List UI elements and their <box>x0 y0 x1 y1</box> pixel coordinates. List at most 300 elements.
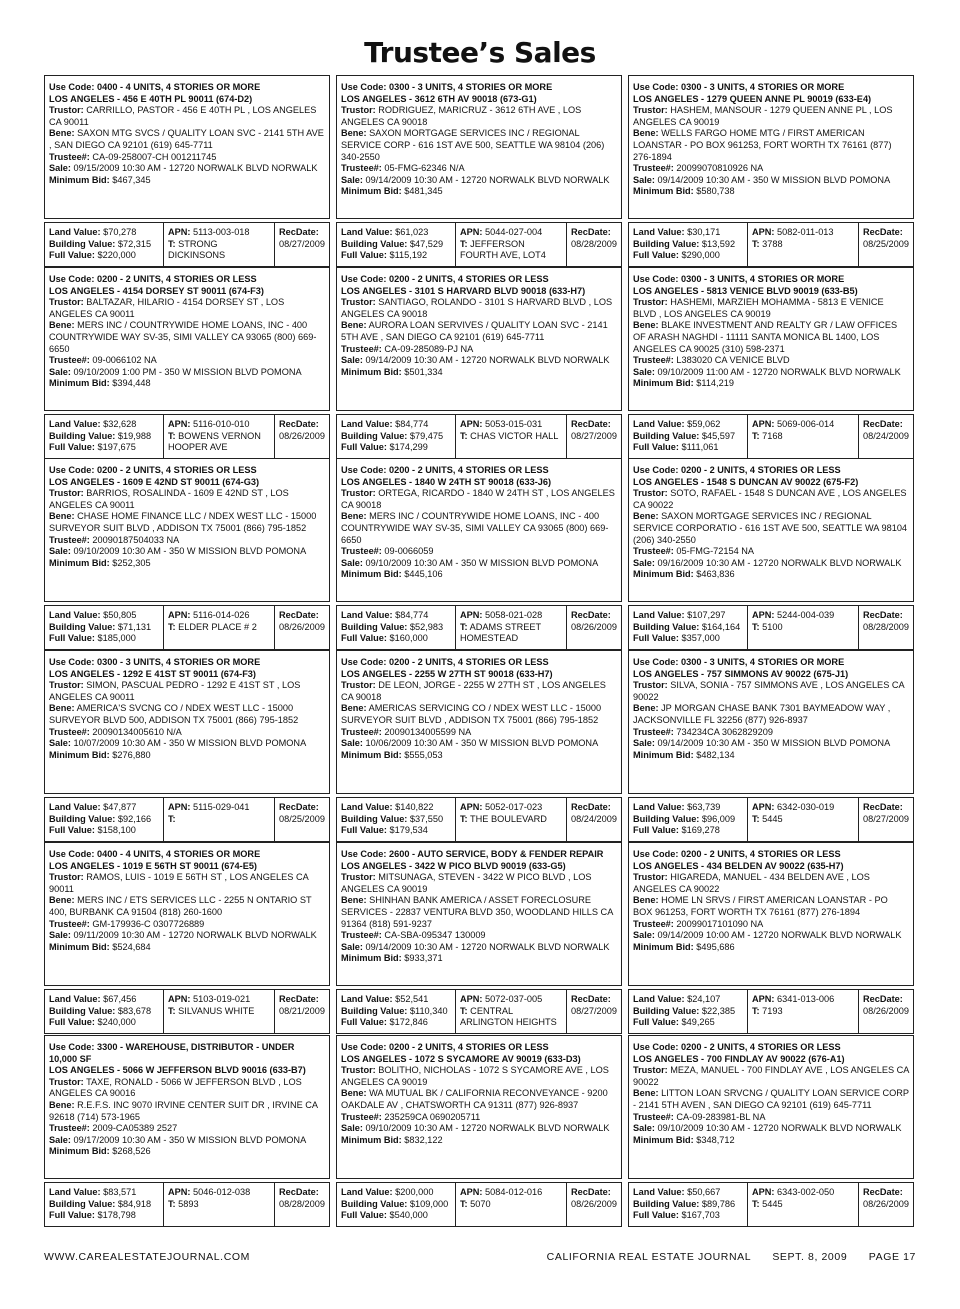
listing-row <box>44 458 914 650</box>
land-value-line <box>49 994 159 1006</box>
full-value-line <box>49 1017 159 1029</box>
valuation-table <box>44 1182 330 1227</box>
full-value-line <box>341 442 451 454</box>
land-value: $63,739 <box>684 802 721 812</box>
value-column <box>337 990 456 1033</box>
sale-line <box>341 942 617 954</box>
trustee-value: L383020 CA VENICE BLVD <box>673 355 790 366</box>
minimum-bid-line <box>633 750 909 762</box>
tract-line <box>460 814 562 826</box>
minimum-bid-value: $555,053 <box>401 749 443 760</box>
bene-label: Bene: <box>49 1099 75 1110</box>
land-value-line <box>341 994 451 1006</box>
full-value-label: Full Value: <box>633 442 679 453</box>
building-value: $83,678 <box>115 1005 152 1016</box>
full-value: $178,798 <box>94 1210 136 1221</box>
property-address: LOS ANGELES - 456 E 40TH PL 90011 (674-D2) <box>49 93 253 104</box>
minimum-bid-line <box>49 378 325 390</box>
tract-value: THE BOULEVARD <box>467 813 547 824</box>
use-code: Use Code: 2600 - AUTO SERVICE, BODY & FENDER REPAIR <box>341 849 604 859</box>
apn-line <box>752 419 854 431</box>
trustor-label: Trustor: <box>341 680 376 691</box>
bene-value: WA MUTUAL BK / CALIFORNIA RECONVEYANCE - 9200 OAKDALE AV , CHATSWORTH CA 91311 (877) 926-8937 <box>341 1088 608 1110</box>
trustor-value: ORTEGA, RICARDO - 1840 W 24TH ST , LOS ANGELES CA 90018 <box>341 488 615 510</box>
building-value-label: Building Value: <box>341 430 408 441</box>
sale-line <box>341 1123 617 1135</box>
minimum-bid-value: $114,219 <box>693 378 734 389</box>
minimum-bid-value: $394,448 <box>109 378 151 389</box>
tract-value: 5445 <box>759 1198 783 1209</box>
apn-line <box>168 802 270 814</box>
land-value: $59,062 <box>684 419 721 429</box>
building-value: $45,597 <box>699 430 736 441</box>
building-value-label: Building Value: <box>49 1005 116 1016</box>
recdate-column <box>859 1183 913 1226</box>
land-value: $50,805 <box>100 610 137 620</box>
apn-value: 6343-002-050 <box>774 1187 835 1197</box>
recdate-column <box>275 415 329 458</box>
use-code: Use Code: 0300 - 3 UNITS, 4 STORIES OR MORE <box>633 657 845 667</box>
property-address: LOS ANGELES - 3422 W PICO BLVD 90019 (633-G5) <box>341 860 566 871</box>
apn-column <box>456 415 567 458</box>
apn-line <box>168 227 270 239</box>
trustee-label: Trustee#: <box>341 1111 382 1122</box>
use-code: Use Code: 0200 - 2 UNITS, 4 STORIES OR LESS <box>341 1042 549 1052</box>
bene-value: SAXON MORTGAGE SERVICES INC / REGIONAL SERVICE CORPORATIO - 616 1ST AVE 500, SEATTLE WA 98104 (206) 340-2550 <box>633 511 908 545</box>
listing-card <box>628 1035 914 1227</box>
minimum-bid-label: Minimum Bid: <box>341 749 402 760</box>
full-value: $49,265 <box>678 1017 715 1028</box>
building-value-line <box>341 814 451 826</box>
tract-line <box>752 1006 854 1018</box>
trustee-line <box>341 727 617 739</box>
sale-label: Sale: <box>633 930 655 941</box>
value-column <box>337 798 456 841</box>
recdate-value: 08/25/2009 <box>279 813 325 824</box>
apn-value: 5069-006-014 <box>774 419 835 429</box>
value-column <box>337 606 456 649</box>
bene-line <box>49 895 325 918</box>
listing-details <box>628 842 914 986</box>
listing-card <box>336 267 622 459</box>
bene-line <box>49 320 325 355</box>
trustor-line <box>633 297 909 320</box>
valuation-table <box>336 414 622 459</box>
value-column <box>45 415 164 458</box>
trustor-value: HASHEM, MANSOUR - 1279 QUEEN ANNE PL , LOS ANGELES CA 90019 <box>633 105 893 127</box>
land-value: $70,278 <box>100 227 137 237</box>
trustee-label: Trustee#: <box>49 726 90 737</box>
trustor-line <box>49 105 325 128</box>
bene-value: AMERICA'S SVCNG CO / NDEX WEST LLC - 15000 SURVEYOR BLVD 500, ADDISON TX 75001 (866) 795-1852 <box>49 703 299 725</box>
bene-value: BLAKE INVESTMENT AND REALTY GR / LAW OFFICES OF ARASH NAGHDI - 11111 SANTA MONICA BL 1400, LOS ANGELES CA 90025 (310) 598-2371 <box>633 320 898 354</box>
trustee-label: Trustee#: <box>633 355 674 366</box>
trustee-value: 20090134005610 N/A <box>89 726 182 737</box>
land-value-label: Land Value: <box>633 802 685 812</box>
sale-value: 09/14/2009 10:30 AM - 350 W MISSION BLVD POMONA <box>654 738 891 749</box>
sale-value: 09/16/2009 10:30 AM - 12720 NORWALK BLVD NORWALK <box>654 557 902 568</box>
bene-label: Bene: <box>49 128 75 139</box>
tract-value: ADAMS STREET HOMESTEAD <box>459 621 541 644</box>
trustee-label: Trustee#: <box>633 1111 674 1122</box>
land-value: $50,667 <box>684 1187 721 1197</box>
trustor-label: Trustor: <box>49 1076 84 1087</box>
apn-column <box>748 606 859 649</box>
use-code: Use Code: 0200 - 2 UNITS, 4 STORIES OR LESS <box>341 657 549 667</box>
listing-details <box>628 458 914 602</box>
building-value: $71,131 <box>115 621 152 632</box>
bene-value: MERS INC / COUNTRYWIDE HOME LOANS, INC - 400 COUNTRYWIDE WAY SV-35, SIMI VALLEY CA 93065 (800) 669-6650 <box>49 320 317 354</box>
bene-line <box>49 511 325 534</box>
land-value-line <box>341 419 451 431</box>
bene-label: Bene: <box>633 320 659 331</box>
recdate-value: 08/26/2009 <box>863 1005 909 1016</box>
trustee-value: CA-09-258007-CH 001211745 <box>89 151 217 162</box>
value-column <box>629 606 748 649</box>
full-value-line <box>633 1210 743 1222</box>
building-value-line <box>341 622 451 634</box>
trustor-value: RAMOS, LUIS - 1019 E 56TH ST , LOS ANGELES CA 90011 <box>49 872 309 894</box>
value-column <box>45 606 164 649</box>
building-value-label: Building Value: <box>341 1198 408 1209</box>
trustee-line <box>633 546 909 558</box>
minimum-bid-label: Minimum Bid: <box>633 1134 694 1145</box>
apn-line <box>752 1187 854 1199</box>
trustor-value: HIGAREDA, MANUEL - 434 BELDEN AVE , LOS ANGELES CA 90022 <box>633 872 870 894</box>
recdate-column <box>275 1183 329 1226</box>
tract-label: T: <box>167 1005 176 1016</box>
apn-column <box>164 223 275 266</box>
valuation-table <box>44 989 330 1034</box>
trustor-label: Trustor: <box>633 297 668 308</box>
full-value-line <box>633 250 743 262</box>
minimum-bid-value: $268,526 <box>109 1146 151 1157</box>
sale-line <box>49 1135 325 1147</box>
apn-line <box>168 610 270 622</box>
bene-value: R.E.F.S. INC 9070 IRVINE CENTER SUIT DR , IRVINE CA 92618 (714) 573-1965 <box>49 1099 318 1122</box>
apn-line <box>752 610 854 622</box>
apn-column <box>748 798 859 841</box>
building-value-line <box>49 431 159 443</box>
apn-value: 6341-013-006 <box>774 994 835 1004</box>
recdate-column <box>859 798 913 841</box>
tract-value: CHAS VICTOR HALL <box>467 430 559 441</box>
apn-value: 5244-004-039 <box>774 610 835 620</box>
land-value-line <box>633 802 743 814</box>
land-value: $83,571 <box>100 1187 137 1197</box>
valuation-table <box>628 605 914 650</box>
footer-page-number: PAGE 17 <box>868 1251 916 1263</box>
trustee-value: 235259CA 0690205711 <box>381 1111 481 1122</box>
apn-label: APN: <box>751 227 775 237</box>
building-value-line <box>49 622 159 634</box>
listing-card <box>336 1035 622 1227</box>
apn-label: APN: <box>167 419 191 429</box>
trustee-line <box>49 1123 325 1135</box>
sale-label: Sale: <box>49 366 71 377</box>
bene-label: Bene: <box>341 1088 367 1099</box>
minimum-bid-line <box>341 953 617 965</box>
full-value-label: Full Value: <box>341 250 387 261</box>
sale-label: Sale: <box>633 1123 655 1134</box>
trustor-value: BARRIOS, ROSALINDA - 1609 E 42ND ST , LOS ANGELES CA 90011 <box>49 488 289 510</box>
trustee-label: Trustee#: <box>49 355 90 366</box>
property-address: LOS ANGELES - 3101 S HARVARD BLVD 90018 (633-H7) <box>341 285 586 296</box>
trustee-line <box>633 163 909 175</box>
bene-label: Bene: <box>633 895 659 906</box>
full-value-label: Full Value: <box>633 633 679 644</box>
bene-line <box>49 128 325 151</box>
minimum-bid-value: $463,836 <box>693 569 735 580</box>
minimum-bid-label: Minimum Bid: <box>633 941 694 952</box>
land-value-label: Land Value: <box>633 227 685 237</box>
minimum-bid-line <box>633 378 909 390</box>
sale-line <box>49 738 325 750</box>
valuation-table <box>628 414 914 459</box>
minimum-bid-value: $348,712 <box>693 1134 735 1145</box>
full-value: $290,000 <box>678 250 720 261</box>
trustee-label: Trustee#: <box>341 546 382 557</box>
bene-label: Bene: <box>49 703 75 714</box>
tract-label: T: <box>459 238 468 249</box>
apn-value: 5084-012-016 <box>482 1187 543 1197</box>
trustor-line <box>49 872 325 895</box>
bene-line <box>341 320 617 343</box>
recdate-label: RecDate: <box>863 419 903 429</box>
bene-value: SAXON MORTGAGE SERVICES INC / REGIONAL SERVICE CORP - 616 1ST AVE 500, SEATTLE WA 98104 (206) 340-2550 <box>341 128 605 162</box>
trustee-line <box>341 930 617 942</box>
sale-line <box>633 367 909 379</box>
recdate-label: RecDate: <box>863 994 903 1004</box>
tract-label: T: <box>167 621 176 632</box>
apn-label: APN: <box>751 802 775 812</box>
sale-value: 09/10/2009 1:00 PM - 350 W MISSION BLVD POMONA <box>70 366 302 377</box>
bene-line <box>49 703 325 726</box>
listing-details <box>336 650 622 794</box>
recdate-column <box>275 223 329 266</box>
recdate-label: RecDate: <box>279 419 319 429</box>
use-code: Use Code: 0200 - 2 UNITS, 4 STORIES OR LESS <box>341 274 549 284</box>
value-column <box>45 798 164 841</box>
bene-value: MERS INC / COUNTRYWIDE HOME LOANS, INC - 400 COUNTRYWIDE WAY SV-35, SIMI VALLEY CA 93065 (800) 669-6650 <box>341 511 609 545</box>
minimum-bid-value: $482,134 <box>693 749 735 760</box>
trustor-label: Trustor: <box>633 872 668 883</box>
listing-row <box>44 267 914 459</box>
trustee-line <box>49 919 325 931</box>
minimum-bid-line <box>633 942 909 954</box>
recdate-label: RecDate: <box>279 802 319 812</box>
full-value: $169,278 <box>678 825 720 836</box>
property-address: LOS ANGELES - 434 BELDEN AV 90022 (635-H7) <box>633 860 844 871</box>
trustor-line <box>49 297 325 320</box>
building-value: $92,166 <box>115 813 152 824</box>
bene-value: SAXON MTG SVCS / QUALITY LOAN SVC - 2141 5TH AVE , SAN DIEGO CA 92101 (619) 645-7711 <box>49 128 324 150</box>
property-address: LOS ANGELES - 3612 6TH AV 90018 (673-G1) <box>341 93 537 104</box>
trustee-value: GM-179936-C 0307726889 <box>89 918 205 929</box>
land-value: $52,541 <box>392 994 429 1004</box>
minimum-bid-line <box>341 569 617 581</box>
bene-line <box>341 895 617 930</box>
sale-label: Sale: <box>49 930 71 941</box>
minimum-bid-line <box>633 569 909 581</box>
apn-value: 5044-027-004 <box>482 227 543 237</box>
apn-line <box>752 227 854 239</box>
full-value-line <box>341 1017 451 1029</box>
recdate-label: RecDate: <box>571 610 611 620</box>
listing-card <box>336 842 622 1034</box>
building-value-label: Building Value: <box>341 621 408 632</box>
trustor-label: Trustor: <box>49 297 84 308</box>
use-code: Use Code: 3300 - WAREHOUSE, DISTRIBUTOR - UNDER 10,000 SF <box>49 1042 295 1064</box>
listing-details <box>336 267 622 411</box>
building-value-line <box>633 239 743 251</box>
building-value: $52,983 <box>407 621 444 632</box>
valuation-table <box>628 797 914 842</box>
recdate-label: RecDate: <box>571 802 611 812</box>
sale-label: Sale: <box>341 355 363 366</box>
value-column <box>629 1183 748 1226</box>
land-value-line <box>341 1187 451 1199</box>
full-value-line <box>633 633 743 645</box>
full-value-line <box>49 250 159 262</box>
bene-label: Bene: <box>341 511 367 522</box>
recdate-value: 08/28/2009 <box>571 238 617 249</box>
apn-line <box>460 419 562 431</box>
sale-line <box>49 930 325 942</box>
sale-line <box>633 1123 909 1135</box>
trustor-label: Trustor: <box>633 1065 668 1076</box>
minimum-bid-line <box>341 367 617 379</box>
trustor-line <box>49 680 325 703</box>
listing-card <box>44 75 330 267</box>
trustor-value: SILVA, SONIA - 757 SIMMONS AVE , LOS ANGELES CA 90022 <box>633 680 905 702</box>
tract-value: 3788 <box>759 238 783 249</box>
minimum-bid-value: $252,305 <box>109 557 151 568</box>
building-value-label: Building Value: <box>49 1198 116 1209</box>
listing-details <box>628 650 914 794</box>
trustor-label: Trustor: <box>341 297 376 308</box>
listing-card <box>628 842 914 1034</box>
trustor-label: Trustor: <box>341 1065 376 1076</box>
land-value-line <box>49 610 159 622</box>
building-value-label: Building Value: <box>633 621 700 632</box>
sale-label: Sale: <box>341 557 363 568</box>
recdate-value: 08/28/2009 <box>863 621 909 632</box>
building-value: $47,529 <box>407 238 444 249</box>
property-address: LOS ANGELES - 5066 W JEFFERSON BLVD 90016 (633-B7) <box>49 1065 306 1076</box>
land-value-label: Land Value: <box>341 1187 393 1197</box>
bene-line <box>49 1100 325 1123</box>
building-value-label: Building Value: <box>49 621 116 632</box>
full-value-line <box>633 1017 743 1029</box>
apn-label: APN: <box>459 227 483 237</box>
trustee-value: 05-FMG-62346 N/A <box>381 163 465 174</box>
trustee-value: 09-0066102 NA <box>89 355 157 366</box>
full-value-line <box>341 825 451 837</box>
page-title: Trustee’s Sales <box>364 36 596 69</box>
apn-line <box>460 1187 562 1199</box>
trustee-line <box>49 355 325 367</box>
minimum-bid-label: Minimum Bid: <box>49 557 110 568</box>
full-value: $115,192 <box>386 250 428 261</box>
building-value-line <box>341 1006 451 1018</box>
valuation-table <box>336 222 622 267</box>
recdate-value: 08/26/2009 <box>571 1198 617 1209</box>
recdate-column <box>567 1183 621 1226</box>
tract-label: T: <box>459 813 468 824</box>
recdate-value: 08/27/2009 <box>279 238 325 249</box>
sale-line <box>341 738 617 750</box>
minimum-bid-value: $832,122 <box>401 1134 443 1145</box>
listing-details <box>44 75 330 219</box>
listing-card <box>44 1035 330 1227</box>
trustor-line <box>341 872 617 895</box>
bene-value: LITTON LOAN SRVCNG / QUALITY LOAN SERVICE CORP - 2141 5TH AVEN , SAN DIEGO CA 92101 (619) 645-7711 <box>633 1088 909 1110</box>
sale-value: 10/07/2009 10:30 AM - 350 W MISSION BLVD POMONA <box>70 738 307 749</box>
apn-column <box>456 606 567 649</box>
tract-line <box>168 814 270 826</box>
land-value-label: Land Value: <box>49 1187 101 1197</box>
apn-value: 5072-037-005 <box>482 994 543 1004</box>
trustee-label: Trustee#: <box>49 534 90 545</box>
apn-value: 5046-012-038 <box>190 1187 251 1197</box>
listing-card <box>44 650 330 842</box>
listing-details <box>44 1035 330 1179</box>
building-value-label: Building Value: <box>341 813 408 824</box>
trustor-value: SANTIAGO, ROLANDO - 3101 S HARVARD BLVD , LOS ANGELES CA 90018 <box>341 297 613 319</box>
recdate-label: RecDate: <box>571 1187 611 1197</box>
bene-label: Bene: <box>633 703 659 714</box>
land-value: $84,774 <box>392 610 429 620</box>
listing-row <box>44 842 914 1034</box>
sale-line <box>341 175 617 187</box>
building-value-line <box>49 1006 159 1018</box>
full-value-label: Full Value: <box>341 442 387 453</box>
land-value-line <box>633 1187 743 1199</box>
listing-card <box>628 75 914 267</box>
land-value-label: Land Value: <box>633 419 685 429</box>
trustor-value: BALTAZAR, HILARIO - 4154 DORSEY ST , LOS ANGELES CA 90011 <box>49 297 285 319</box>
tract-value: 5445 <box>759 813 783 824</box>
tract-line <box>752 239 854 251</box>
minimum-bid-line <box>341 1135 617 1147</box>
valuation-table <box>44 797 330 842</box>
footer-publication: CALIFORNIA REAL ESTATE JOURNAL <box>546 1251 751 1263</box>
recdate-column <box>567 798 621 841</box>
sale-label: Sale: <box>341 1123 363 1134</box>
trustor-line <box>633 105 909 128</box>
recdate-column <box>275 798 329 841</box>
trustee-label: Trustee#: <box>633 163 674 174</box>
full-value-line <box>341 250 451 262</box>
full-value: $174,299 <box>386 442 428 453</box>
full-value-label: Full Value: <box>49 1210 95 1221</box>
apn-label: APN: <box>167 610 191 620</box>
use-code: Use Code: 0300 - 3 UNITS, 4 STORIES OR MORE <box>49 657 261 667</box>
listing-details <box>44 458 330 602</box>
tract-label: T: <box>167 1198 176 1209</box>
recdate-value: 08/27/2009 <box>863 813 909 824</box>
footer-website[interactable]: WWW.CAREALESTATEJOURNAL.COM <box>44 1251 250 1263</box>
recdate-label: RecDate: <box>863 1187 903 1197</box>
value-column <box>629 798 748 841</box>
bene-label: Bene: <box>341 320 367 331</box>
use-code: Use Code: 0200 - 2 UNITS, 4 STORIES OR LESS <box>633 1042 841 1052</box>
trustor-label: Trustor: <box>633 105 668 116</box>
bene-line <box>341 128 617 163</box>
full-value-line <box>49 633 159 645</box>
tract-label: T: <box>167 238 176 249</box>
